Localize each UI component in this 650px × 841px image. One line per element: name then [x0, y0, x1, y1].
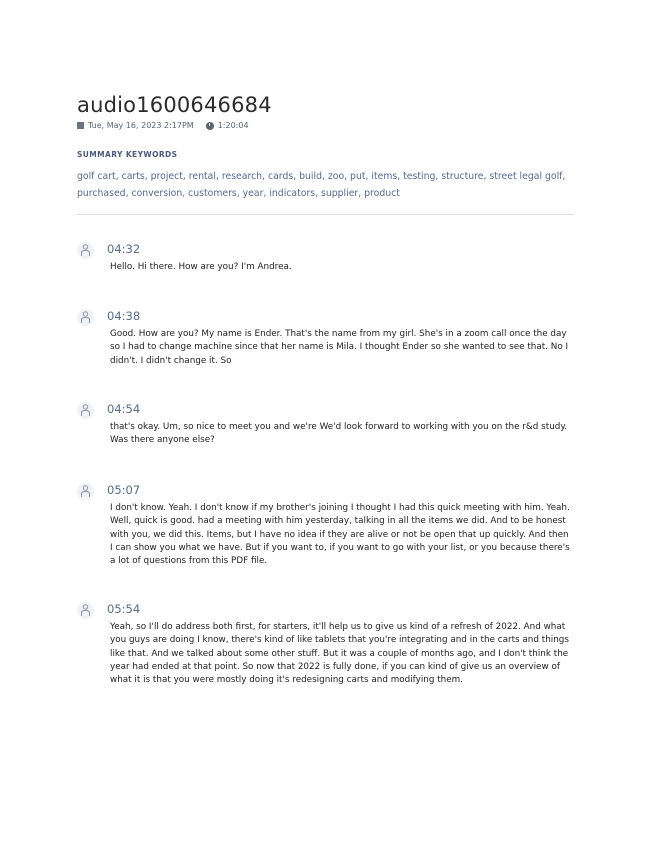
- timestamp: 05:54: [107, 602, 141, 616]
- transcript-text: that's okay. Um, so nice to meet you and we're We'd look forward to working with you on the r&d study. Was there anyone else?: [110, 422, 568, 446]
- calendar-icon: [77, 122, 84, 129]
- speaker-avatar-icon: [77, 602, 94, 619]
- timestamp: 04:54: [107, 402, 141, 416]
- transcript-text: Yeah, so I'll do address both first, for starters, it'll help us to give us kind of a refresh of 2022. And what you guys are doing I know, there's kind of like tablets that you're integrating and in the carts and things like that. And we talked about some other stuff. But it was a couple of months ago, and I don't think the year had ended at that point. So now that 2022 is fully done, if you can kind of give us an overview of what it is that you were mostly doing it's redesigning carts and modifying them.: [110, 622, 569, 686]
- timestamp: 04:38: [107, 309, 141, 323]
- recording-duration: 1:20:04: [217, 121, 249, 130]
- document-title: audio1600646684: [77, 93, 272, 117]
- speaker-avatar-icon: [77, 483, 94, 500]
- summary-keywords-label: SUMMARY KEYWORDS: [77, 150, 178, 159]
- transcript-text: I don't know. Yeah. I don't know if my brother's joining I thought I had this quick meeting with him. Yeah. Well, quick is good. had a meeting with him yesterday, talking in all the items we did. And to be honest with you, we did this. Items, but I have no idea if they are alive or not be open that up quickly. And then I can show you what we have. But if you want to, if you want to go with your list, or you because there's a lot of questions from this PDF file.: [110, 503, 570, 567]
- divider: [77, 214, 574, 215]
- transcript-text: Good. How are you? My name is Ender. That's the name from my girl. She's in a zoom call once the day so I had to change machine since that her name is Mila. I thought Ender so she wanted to see that. No I didn't. I didn't change it. So: [110, 329, 569, 366]
- recording-date: Tue, May 16, 2023 2:17PM: [88, 121, 194, 130]
- timestamp: 04:32: [107, 242, 141, 256]
- transcript-text: Hello. Hi there. How are you? I'm Andrea.: [110, 262, 292, 272]
- clock-icon: [206, 122, 214, 130]
- speaker-avatar-icon: [77, 309, 94, 326]
- summary-keywords: golf cart, carts, project, rental, research, cards, build, zoo, put, items, testing, structure, street legal golf, purchased, conversion, customers, year, indicators, supplier, product: [77, 171, 566, 199]
- document-meta: [77, 121, 249, 130]
- speaker-avatar-icon: [77, 402, 94, 419]
- speaker-avatar-icon: [77, 242, 94, 259]
- timestamp: 05:07: [107, 483, 141, 497]
